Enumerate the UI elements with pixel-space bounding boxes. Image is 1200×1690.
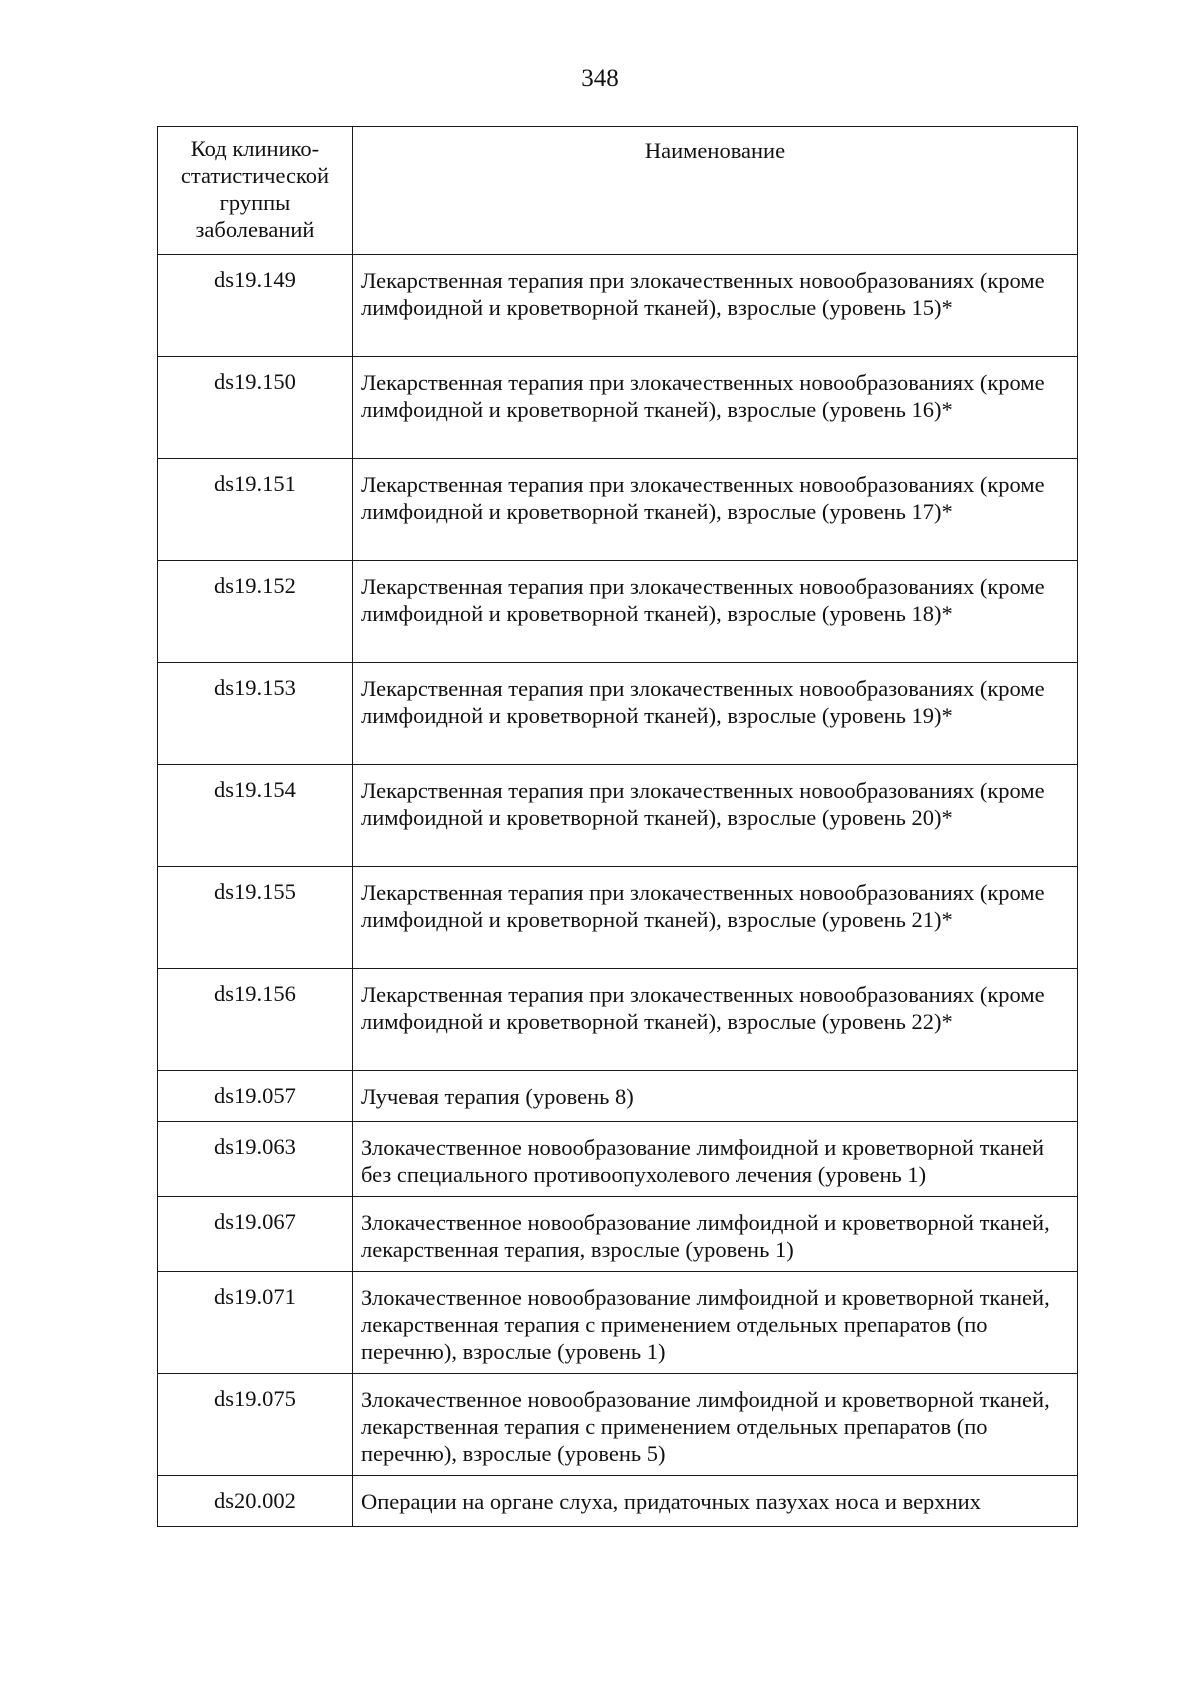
row-code: ds19.075 (158, 1374, 353, 1476)
header-name: Наименование (353, 127, 1078, 255)
table-row (158, 867, 1078, 969)
table-header-row (158, 127, 1078, 255)
table-row (158, 765, 1078, 867)
row-name: Злокачественное новообразование лимфоидной и кроветворной тканей, лекарственная терапия с применением отдельных препаратов (по перечню), взрослые (уровень 5) (353, 1374, 1078, 1476)
row-name: Лекарственная терапия при злокачественных новообразованиях (кроме лимфоидной и кроветворной тканей), взрослые (уровень 18)* (353, 561, 1078, 663)
row-name: Злокачественное новообразование лимфоидной и кроветворной тканей, лекарственная терапия, взрослые (уровень 1) (353, 1197, 1078, 1272)
row-code: ds19.150 (158, 357, 353, 459)
table-row (158, 561, 1078, 663)
row-name: Операции на органе слуха, придаточных пазухах носа и верхних (353, 1476, 1078, 1527)
table-row (158, 459, 1078, 561)
table-row (158, 1071, 1078, 1122)
row-name: Злокачественное новообразование лимфоидной и кроветворной тканей без специального противоопухолевого лечения (уровень 1) (353, 1122, 1078, 1197)
table-row (158, 1476, 1078, 1527)
table-row (158, 255, 1078, 357)
row-name: Лекарственная терапия при злокачественных новообразованиях (кроме лимфоидной и кроветворной тканей), взрослые (уровень 20)* (353, 765, 1078, 867)
table-row (158, 1122, 1078, 1197)
page-number: 348 (581, 65, 619, 92)
table-row (158, 357, 1078, 459)
row-name: Лекарственная терапия при злокачественных новообразованиях (кроме лимфоидной и кроветворной тканей), взрослые (уровень 17)* (353, 459, 1078, 561)
row-name: Злокачественное новообразование лимфоидной и кроветворной тканей, лекарственная терапия с применением отдельных препаратов (по перечню), взрослые (уровень 1) (353, 1272, 1078, 1374)
row-name: Лекарственная терапия при злокачественных новообразованиях (кроме лимфоидной и кроветворной тканей), взрослые (уровень 21)* (353, 867, 1078, 969)
table-row (158, 663, 1078, 765)
row-code: ds19.067 (158, 1197, 353, 1272)
row-code: ds19.149 (158, 255, 353, 357)
row-code: ds19.063 (158, 1122, 353, 1197)
row-code: ds19.153 (158, 663, 353, 765)
row-name: Лекарственная терапия при злокачественных новообразованиях (кроме лимфоидной и кроветворной тканей), взрослые (уровень 22)* (353, 969, 1078, 1071)
kks-table (157, 126, 1078, 1527)
row-code: ds19.152 (158, 561, 353, 663)
header-code: Код клинико-статистической группы заболеваний (158, 127, 353, 255)
row-code: ds19.151 (158, 459, 353, 561)
row-name: Лекарственная терапия при злокачественных новообразованиях (кроме лимфоидной и кроветворной тканей), взрослые (уровень 19)* (353, 663, 1078, 765)
row-name: Лучевая терапия (уровень 8) (353, 1071, 1078, 1122)
table-row (158, 969, 1078, 1071)
table-row (158, 1374, 1078, 1476)
row-name: Лекарственная терапия при злокачественных новообразованиях (кроме лимфоидной и кроветворной тканей), взрослые (уровень 15)* (353, 255, 1078, 357)
row-code: ds19.155 (158, 867, 353, 969)
row-name: Лекарственная терапия при злокачественных новообразованиях (кроме лимфоидной и кроветворной тканей), взрослые (уровень 16)* (353, 357, 1078, 459)
row-code: ds19.057 (158, 1071, 353, 1122)
row-code: ds19.154 (158, 765, 353, 867)
row-code: ds20.002 (158, 1476, 353, 1527)
row-code: ds19.071 (158, 1272, 353, 1374)
table-row (158, 1272, 1078, 1374)
row-code: ds19.156 (158, 969, 353, 1071)
table-row (158, 1197, 1078, 1272)
